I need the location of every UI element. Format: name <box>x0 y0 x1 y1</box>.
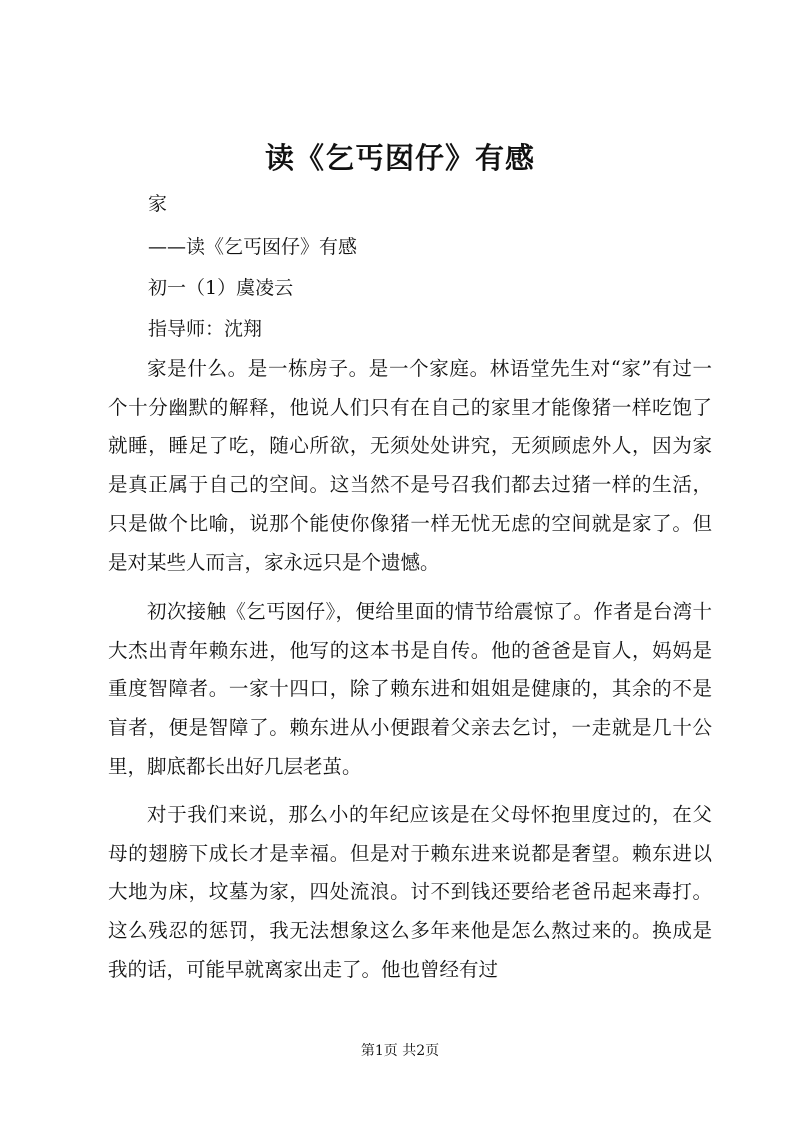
body-paragraph-3: 对于我们来说，那么小的年纪应该是在父母怀抱里度过的，在父母的翅膀下成长才是幸福。但是对于赖东进来说都是奢望。赖东进以大地为床，坟墓为家，四处流浪。讨不到钱还要给老爸吊起来毒打。这么残忍的惩罚，我无法想象这么多年来他是怎么熬过来的。换成是我的话，可能早就离家出走了。他也曾经有过 <box>108 803 712 981</box>
essay-author: 初一（1）虞凌云 <box>148 277 294 299</box>
essay-subtitle: ——读《乞丐囡仔》有感 <box>148 236 358 258</box>
essay-heading: 家 <box>148 193 168 215</box>
page-footer: 第1页 共2页 <box>360 1043 440 1059</box>
essay-advisor: 指导师：沈翔 <box>148 318 263 340</box>
body-paragraph-2: 初次接触《乞丐囡仔》，便给里面的情节给震惊了。作者是台湾十大杰出青年赖东进，他写的这本书是自传。他的爸爸是盲人，妈妈是重度智障者。一家十四口，除了赖东进和姐姐是健康的，其余的不是盲者，便是智障了。赖东进从小便跟着父亲去乞讨，一走就是几十公里，脚底都长出好几层老茧。 <box>108 600 712 778</box>
document-title: 读《乞丐囡仔》有感 <box>264 141 535 175</box>
body-paragraph-1: 家是什么。是一栋房子。是一个家庭。林语堂先生对“家”有过一个十分幽默的解释，他说人们只有在自己的家里才能像猪一样吃饱了就睡，睡足了吃，随心所欲，无须处处讲究，无须顾虑外人，因为家是真正属于自己的空间。这当然不是号召我们都去过猪一样的生活，只是做个比喻，说那个能使你像猪一样无忧无虑的空间就是家了。但是对某些人而言，家永远只是个遗憾。 <box>108 357 712 574</box>
